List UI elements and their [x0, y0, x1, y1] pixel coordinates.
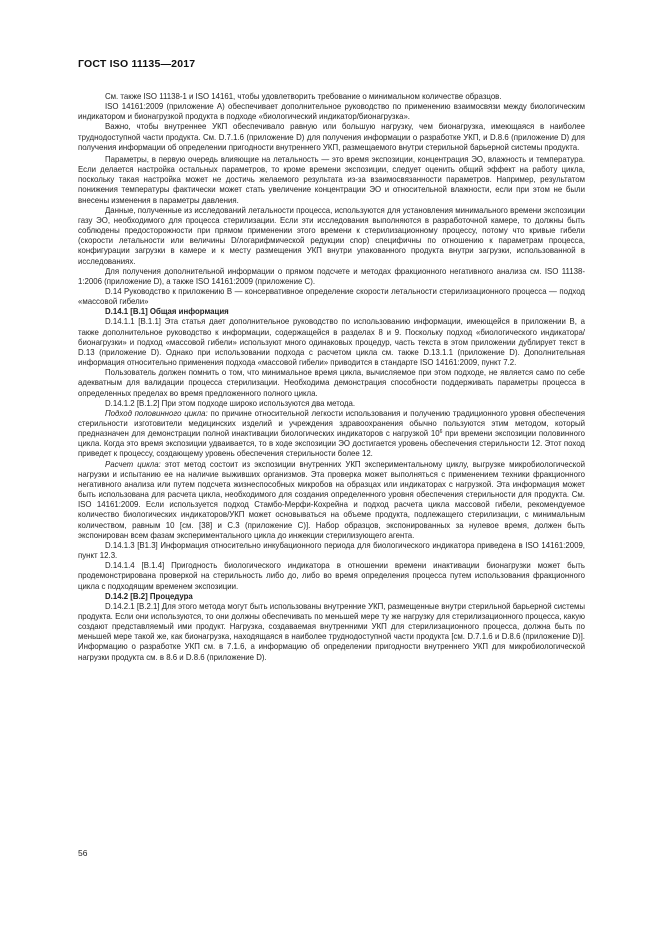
paragraph: D.14.1.2 [В.1.2] При этом подходе широко используются два метода.: [105, 398, 356, 408]
paragraph: Для получения дополнительной информации о прямом подсчете и методах фракционного негативного анализа см. ISO 11138-1:2006 (приложение D), а также ISO 14161:2009 (приложение С).: [78, 266, 585, 286]
exponent: 6: [439, 429, 443, 436]
page-number: 56: [78, 848, 88, 858]
paragraph: Параметры, в первую очередь влияющие на летальность — это время экспозиции, концентрация ЭО, влажность и температура. Если делается настройка остальных параметров, то кроме времени экспозиции, следует оценить общий эффект на работу цикла, поскольку такая настройка может не достичь желаемого результата из-за взаимосвязанности параметров. Например, результатом понижения температуры фактически может стать увеличение концентрации ЭО и относительной влажности, если при этом не были внесены изменения в параметры давления.: [78, 154, 585, 205]
section-heading: D.14 Руководство к приложению В — консервативное определение скорости летальности стерилизационного процесса — подход «массовой гибели»: [78, 286, 585, 307]
half-cycle-body: по причине относительной легкости использования и получению традиционного уровня обеспечения стерильности изготовители медицинских изделий и учреждения здравоохранения обычно пользуются этим методом, который предназначен для демонстрации полной инактивации биологических индикаторов с нагрузкой 10: [78, 408, 585, 439]
paragraph: D.14.1.3 [В1.3] Информация относительно инкубационного периода для биологического индикатора приведена в ISO 14161:2009, пункт 12.3.: [78, 540, 585, 561]
document-body: [78, 92, 585, 663]
paragraph-half-cycle: [78, 409, 585, 460]
cycle-calc-lead: Расчет цикла:: [105, 459, 161, 469]
paragraph-cycle-calc: Расчет цикла: этот метод состоит из экспозиции внутренних УКП экспериментальному циклу, выгрузке микробиологической нагрузки и испытанию ее на наличие выживших организмов. Эта проверка может выполняться с применением техники фракционного негативного анализа или путем подсчета жизнеспособных микробов на образцах или индикаторах с нагрузкой. Эта информация может быть использована для расчета цикла, необходимого для создания определенного уровня обеспечения стерильности для продукта. См. ISO 14161:2009. Если используется подход Стамбо-Мерфи-Кохрейна и подход расчета цикла массовой гибели, рекомендуемое количество биологических индикаторов/УКП может основываться на объеме продукта, подлежащего стерилизации, с минимальным количеством, равным 10 [см. [38] и С.3 (приложение С)]. Набор образцов, экспонированных за нулевое время, должен быть экспонирован всем фазам экспериментального цикла до инжекции стерилизующего агента.: [78, 459, 585, 540]
paragraph: Пользователь должен помнить о том, что минимальное время цикла, вычисляемое при этом подходе, не является само по себе адекватным для валидации процесса стерилизации. Необходима демонстрация способности поддерживать параметры процесса в определенных пределах во время предложенного полного цикла.: [78, 368, 585, 398]
paragraph: D.14.1.4 [В.1.4] Пригодность биологического индикатора в отношении времени инактивации бионагрузки может быть продемонстрирована проверкой на стерильность либо до, либо во время определения процесса путем использования фракционного цикла с подходящим временем экспозиции.: [78, 561, 585, 591]
subsection-heading: D.14.2 [В.2] Процедура: [105, 591, 193, 601]
paragraph: D.14.2.1 [В.2.1] Для этого метода могут быть использованы внутренние УКП, размещенные внутри стерильной барьерной системы продукта. Если они используются, то они должны обеспечивать по меньшей мере ту же нагрузку для стерилизационного процесса, какую создают представляемый ими продукт. Нагрузка, создаваемая внутренними УКП для стерилизационного процесса, должна быть по меньшей мере такой же, как бионагрузка, находящаяся в наиболее труднодоступной части продукта [см. D.7.1.6 и D.8.6 (приложение D)]. Информацию о разработке УКП см. в 7.1.6, а информацию об определении пригодности внутреннего УКП для микробиологической нагрузки продукта см. в 8.6 и D.8.6 (приложение D).: [78, 601, 585, 662]
paragraph: Данные, полученные из исследований летальности процесса, используются для установления минимального времени экспозиции газу ЭО, необходимого для процесса стерилизации. Если эти исследования выполняются в разработочной камере, то должны быть соблюдены предосторожности при прямом применении этого времени к стерилизационному процессу, потому что кривые гибели (скорости летальности или величины D/логарифмической редукции спор) специфичны по отношению к параметрам процесса, конфигурации загрузки в камере и к месту размещения УКП внутри упакованного продукта внутри загрузки, использованной в исследованиях.: [78, 205, 585, 266]
paragraph: Важно, чтобы внутреннее УКП обеспечивало равную или большую нагрузку, чем бионагрузка, имеющаяся в наиболее труднодоступной части продукта. См. D.7.1.6 (приложение D) для получения информации о разработке УКП, и D.8.6 (приложение D) для получения информации об определении пригодности внутреннего УКП, размещаемого внутри стерильной барьерной системы продукта.: [78, 122, 585, 152]
half-cycle-lead: Подход половинного цикла:: [105, 408, 208, 418]
document-header: ГОСТ ISO 11135—2017: [78, 58, 196, 70]
subsection-heading: D.14.1 [В.1] Общая информация: [105, 307, 229, 317]
paragraph: D.14.1.1 [В.1.1] Эта статья дает дополнительное руководство по использованию информации, имеющейся в приложении В, а также дополнительное руководство к информации, содержащейся в разделах 8 и 9. Поскольку подход «биологического индикатора/бионагрузки» и подход «массовой гибели» используют много одинаковых процедур, часть текста в этом приложении дублирует текст в D.13 (приложение D). Однако при использовании подхода с расчетом цикла см. также D.13.1.1 (приложение D). Дополнительная информация относительно применения подхода «массовой гибели» приводится в стандарте ISO 14161:2009, пункт 7.2.: [78, 317, 585, 368]
paragraph: ISO 14161:2009 (приложение А) обеспечивает дополнительное руководство по применению взаимосвязи между биологическим индикатором и бионагрузкой продукта в подходе «биологический индикатор/бионагрузка».: [78, 102, 585, 122]
half-cycle-tail: при времени экспозиции половинного цикла. Когда это время экспозиции удваивается, то в ходе экспозиции ЭО достигается уровень обеспечения стерильности 12. Этот поход приведет к процессу, создающему уровень обеспечения стерильности более 12.: [78, 429, 585, 459]
paragraph: См. также ISO 11138-1 и ISO 14161, чтобы удовлетворить требование о минимальном количестве образцов.: [105, 92, 502, 101]
